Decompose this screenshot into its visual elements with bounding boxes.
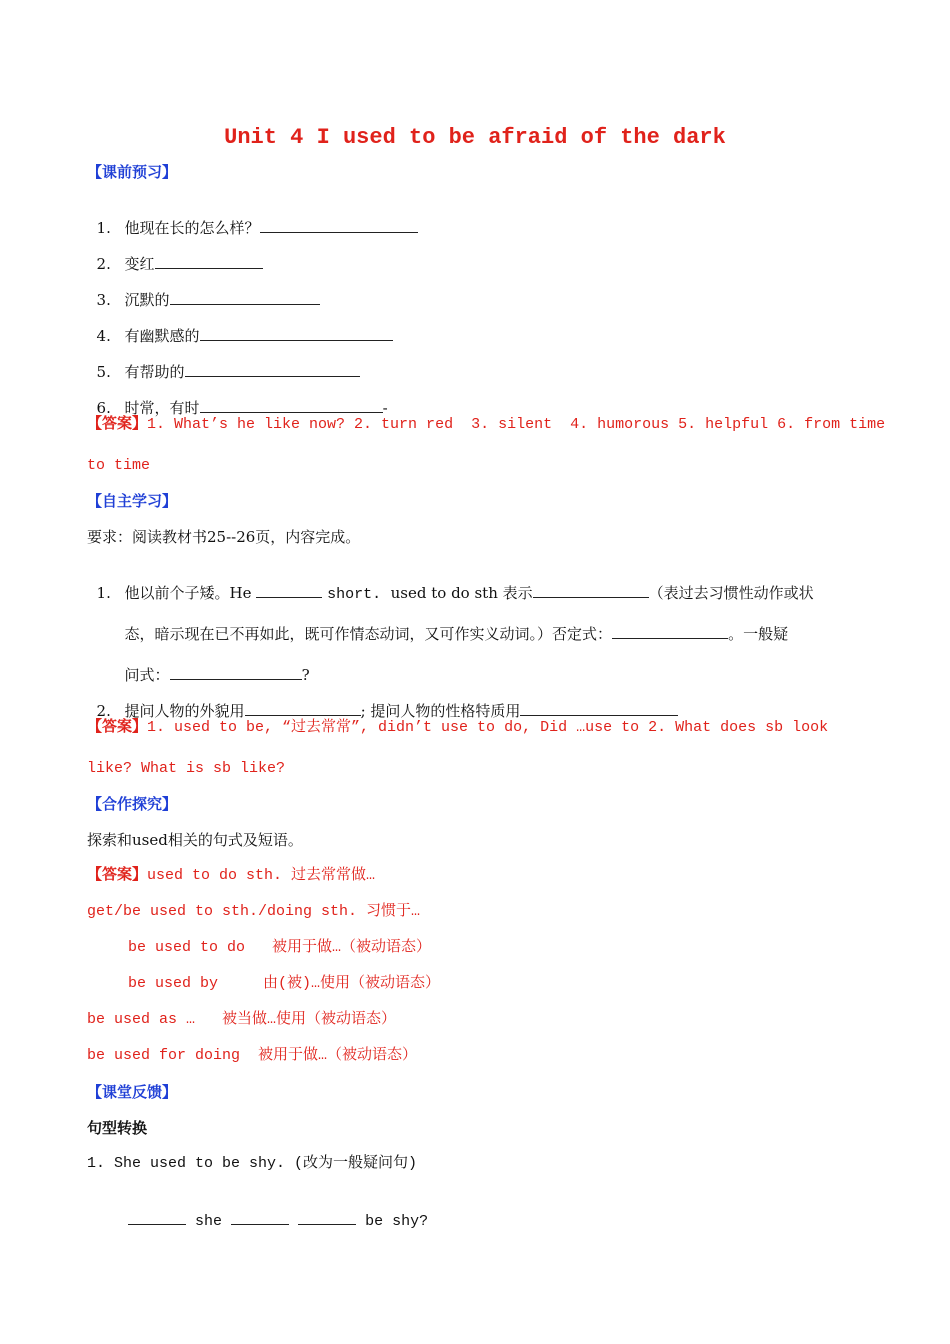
feedback-subtitle: 句型转换 <box>87 1119 148 1137</box>
section-cooperate: 【合作探究】 <box>87 795 178 813</box>
preview-answer: 【答案】1. What’s he like now? 2. turn red 3. silent 4. humorous 5. helpful 6. from time <box>87 416 886 433</box>
self-study-requirement: 要求：阅读教材书25--26页，内容完成。 <box>87 528 361 546</box>
preview-item: 1. 他现在长的怎么样？ <box>87 198 418 238</box>
answer-blank[interactable] <box>185 362 360 377</box>
preview-item: 2. 变红 <box>87 234 263 274</box>
cooperate-line: be used to do 被用于做…（被动语态） <box>128 939 432 956</box>
self-study-q1-cont: 态，暗示现在已不再如此，既可作情态动词，又可作实义动词。）否定式： 。一般疑 <box>124 625 789 643</box>
preview-item: 6. 时常，有时 - <box>96 399 388 417</box>
page-title: Unit 4 I used to be afraid of the dark <box>224 125 726 150</box>
answer-blank[interactable] <box>256 583 322 598</box>
section-preview: 【课前预习】 <box>87 163 178 181</box>
answer-blank[interactable] <box>298 1210 356 1225</box>
self-study-answer: 【答案】1. used to be, “过去常常”, didn’t use to do, Did …use to 2. What does sb look <box>87 719 829 736</box>
answer-blank[interactable] <box>200 398 383 413</box>
self-study-q1-cont2: 问式： ? <box>124 666 310 684</box>
cooperate-line: be used as … 被当做…使用（被动语态） <box>87 1011 397 1028</box>
section-self-study: 【自主学习】 <box>87 492 178 510</box>
answer-blank[interactable] <box>170 665 302 680</box>
self-study-answer-cont: like? What is sb like? <box>87 760 286 777</box>
preview-answer-cont: to time <box>87 457 151 474</box>
preview-item: 3. 沉默的 <box>87 270 320 310</box>
preview-item: 5. 有帮助的 <box>87 342 360 382</box>
answer-blank[interactable] <box>231 1210 289 1225</box>
cooperate-line: be used by 由(被)…使用（被动语态） <box>128 975 441 992</box>
self-study-q2: 2. 提问人物的外貌用 ; 提问人物的性格特质用 <box>87 681 678 721</box>
feedback-q1-answer: she be shy? <box>110 1190 428 1232</box>
feedback-q1: 1. She used to be shy. (改为一般疑问句) <box>87 1155 418 1172</box>
answer-blank[interactable] <box>170 290 320 305</box>
section-feedback: 【课堂反馈】 <box>87 1083 178 1101</box>
answer-blank[interactable] <box>260 218 418 233</box>
cooperate-line: be used for doing 被用于做…（被动语态） <box>87 1047 418 1064</box>
answer-blank[interactable] <box>200 326 393 341</box>
answer-blank[interactable] <box>612 624 728 639</box>
answer-blank[interactable] <box>128 1210 186 1225</box>
preview-item: 4. 有幽默感的 <box>87 306 393 346</box>
cooperate-prompt: 探索和used相关的句式及短语。 <box>87 831 303 849</box>
cooperate-line: get/be used to sth./doing sth. 习惯于… <box>87 903 421 920</box>
answer-blank[interactable] <box>245 701 361 716</box>
self-study-q1: 1. 他以前个子矮。He short. used to do sth 表示 （表过去习惯性动作或状 <box>96 584 814 603</box>
answer-blank[interactable] <box>155 254 263 269</box>
cooperate-answer: 【答案】used to do sth. 过去常常做… <box>87 867 376 884</box>
answer-blank[interactable] <box>520 701 678 716</box>
answer-blank[interactable] <box>533 583 649 598</box>
